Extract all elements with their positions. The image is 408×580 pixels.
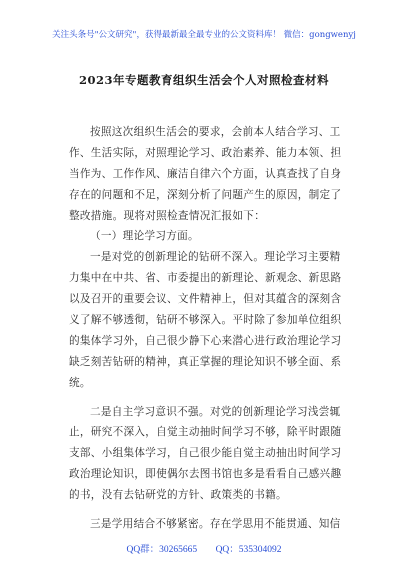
body-line: 统。 xyxy=(69,376,91,389)
body-line: 整改措施。现将对照检查情况汇报如下： xyxy=(69,209,266,222)
body-line: 三是学用结合不够紧密。存在学思用不能贯通、知信 xyxy=(90,518,341,531)
body-line: 作、生活实际，对照理论学习、政治素养、能力本领、担 xyxy=(69,146,342,159)
body-line: 当作为、工作作风、廉洁自律六个方面，认真查找了自身 xyxy=(69,167,342,180)
document-title: 2023年专题教育组织生活会个人对照检查材料 xyxy=(78,73,329,87)
body-line: 的书，没有去钻研党的方针、政策类的书籍。 xyxy=(69,489,287,502)
body-line: 按照这次组织生活会的要求，会前本人结合学习、工 xyxy=(90,126,341,138)
section-heading: （一）理论学习方面。 xyxy=(90,230,199,243)
body-line: 二是自主学习意识不强。对党的创新理论学习浅尝辄 xyxy=(90,405,341,418)
document-body xyxy=(69,122,347,535)
body-line: 支部、小组集体学习，自己很少能自觉主动抽出时间学习 xyxy=(69,447,342,460)
body-line: 一是对党的创新理论的钻研不深入。理论学习主要精 xyxy=(90,251,341,264)
body-line: 力集中在中共、省、市委提出的新理论、新观念、新思路 xyxy=(69,272,342,285)
header-note: 关注头条号"公文研究"，获得最新最全最专业的公文资料库！ 微信：gongwenyj xyxy=(52,30,356,40)
qq-group: QQ群：30265665 xyxy=(126,545,198,555)
footer-contact xyxy=(0,541,408,555)
body-line: 的集体学习外，自己很少静下心来潜心进行政治理论学习 xyxy=(69,334,342,347)
body-line: 缺乏刻苦钻研的精神，真正掌握的理论知识不够全面、系 xyxy=(69,355,342,368)
body-line: 存在的问题和不足，深刻分析了问题产生的原因，制定了 xyxy=(69,188,342,201)
body-line: 以及召开的重要会议、文件精神上，但对其蕴含的深刻含 xyxy=(69,293,342,306)
body-line: 义了解不够透彻，钻研不够深入。平时除了参加单位组织 xyxy=(69,314,342,327)
body-line: 止，研究不深入，自觉主动抽时间学习不够，除平时跟随 xyxy=(69,426,342,439)
qq-number: QQ：535304092 xyxy=(215,545,282,555)
body-line: 政治理论知识，即使偶尔去图书馆也多是看看自己感兴趣 xyxy=(69,468,342,481)
